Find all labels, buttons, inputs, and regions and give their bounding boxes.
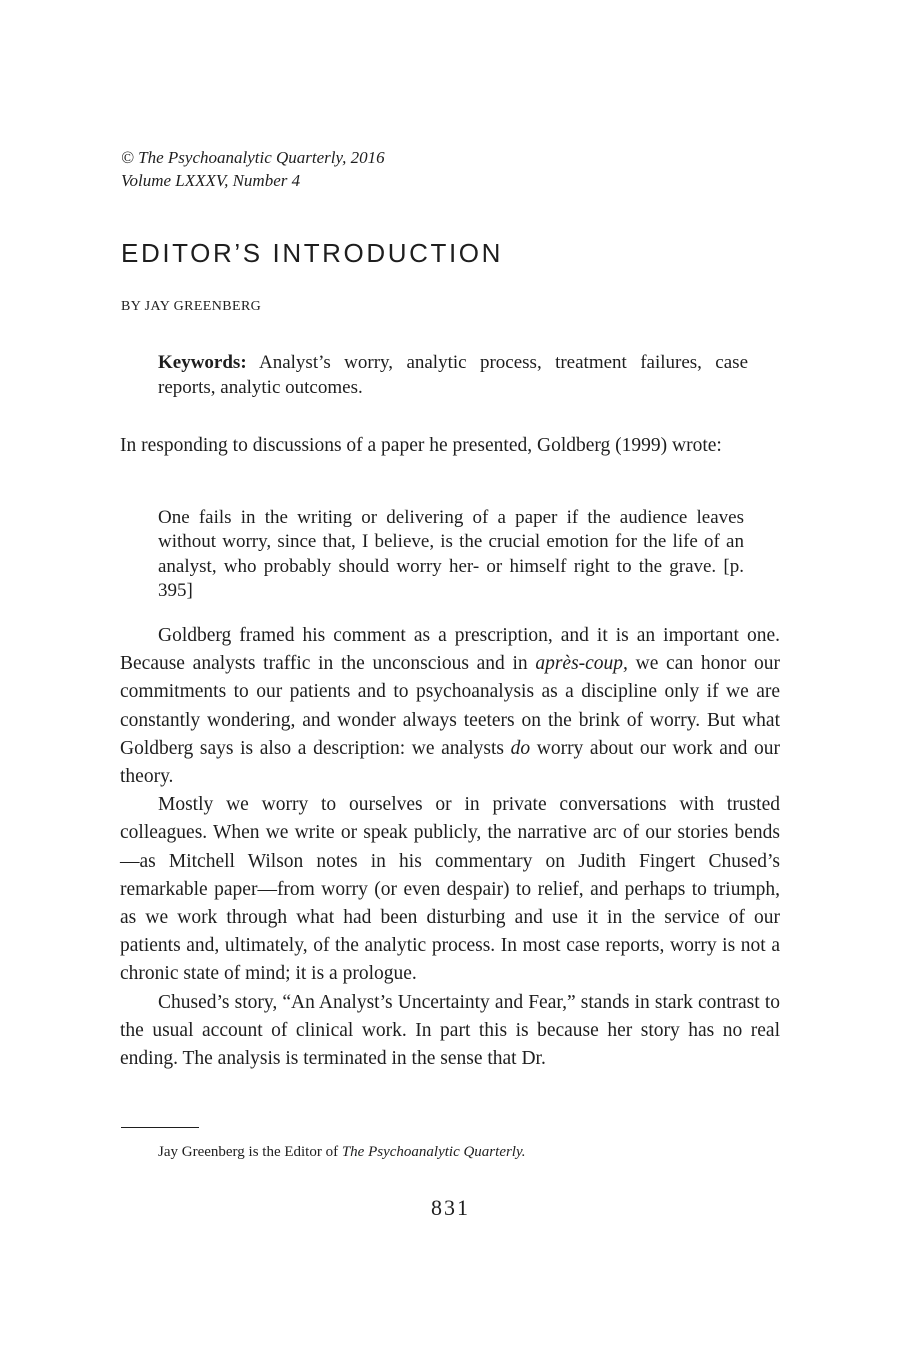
body-paragraph-3: Chused’s story, “An Analyst’s Uncertainty and Fear,” stands in stark contrast to the usual account of clinical work. In part this is because her story has no real ending. The analysis is terminated in the sense that Dr. — [120, 991, 780, 1070]
para1-text-c: worry about our work and our theory. — [120, 737, 780, 788]
byline: BY JAY GREENBERG — [121, 299, 262, 314]
footnote-text: Jay Greenberg is the Editor of — [158, 1144, 342, 1160]
intro-block — [120, 432, 780, 460]
body-text — [120, 622, 780, 1073]
intro-paragraph: In responding to discussions of a paper he presented, Goldberg (1999) wrote: — [120, 435, 722, 456]
journal-header — [121, 146, 385, 192]
page-number: 831 — [431, 1195, 470, 1220]
para1-text-a: Goldberg framed his comment as a prescription, and it is an important one. Because analysts traffic in the unconscious and in — [120, 625, 780, 675]
para1-italic-do: do — [510, 737, 531, 759]
para1-text-b: we can honor our commitments to our patients and to psychoanalysis as a discipline only if we are constantly wondering, and wonder always teeters on the brink of worry. But what Goldberg says is also a description: we analysts — [120, 653, 780, 759]
para1-italic-apres-coup: après-coup, — [535, 653, 628, 675]
footnote — [158, 1142, 526, 1162]
journal-citation: © The Psychoanalytic Quarterly, 2016 — [121, 148, 385, 167]
volume-number: Volume LXXXV, Number 4 — [121, 171, 301, 190]
block-quote: One fails in the writing or delivering of a paper if the audience leaves without worry, since that, I believe, is the crucial emotion for the life of an analyst, who probably should worry her- or himself right to the grave. [p. 395] — [158, 507, 744, 602]
body-paragraph-1 — [120, 622, 780, 791]
keywords-label: Keywords: — [158, 352, 247, 373]
keywords — [158, 350, 748, 400]
body-paragraph-2: Mostly we worry to ourselves or in private conversations with trusted colleagues. When we write or speak publicly, the narrative arc of our stories bends—as Mitchell Wilson notes in his commentary on Judith Fingert Chused’s remarkable paper—from worry (or even despair) to relief, and perhaps to triumph, as we work through what had been disturbing and use it in the service of our patients and, ultimately, of the analytic process. In most case reports, worry is not a chronic state of mind; it is a prologue. — [120, 794, 780, 985]
keywords-text: Analyst’s worry, analytic process, treatment failures, case reports, analytic outcomes. — [158, 352, 748, 398]
footnote-journal-name: The Psychoanalytic Quarterly. — [341, 1144, 526, 1160]
article-title: EDITOR’S INTRODUCTION — [121, 238, 504, 268]
footnote-rule — [121, 1127, 199, 1128]
